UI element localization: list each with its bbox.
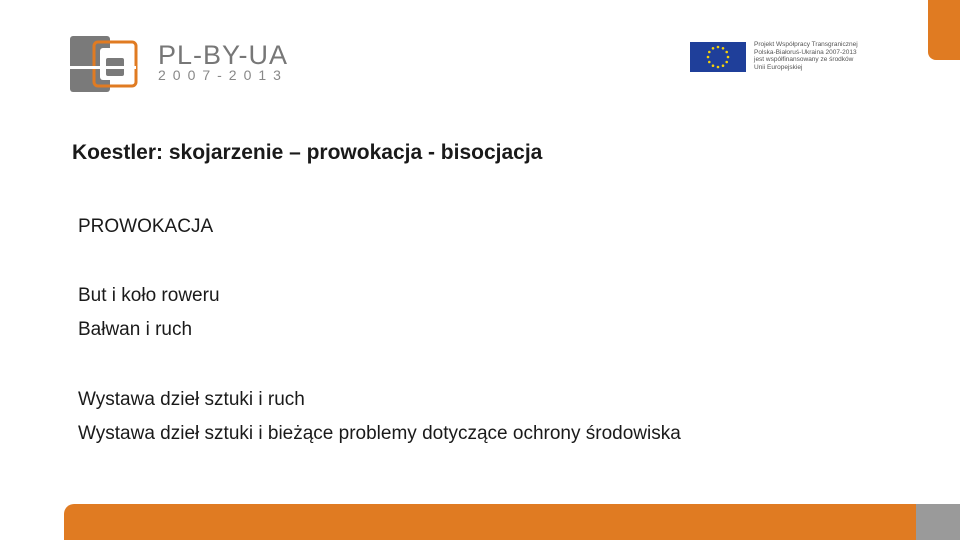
content-line: Bałwan i ruch [78,319,193,340]
corner-accent-bar [928,0,960,60]
content-line: PROWOKACJA [78,216,214,237]
eu-notice-line: Projekt Współpracy Transgranicznej [754,41,858,48]
eu-notice-line: Unii Europejskiej [754,63,803,71]
eu-flag-icon [690,42,746,72]
eu-funding-notice [754,41,904,71]
footer-gray-block [916,504,960,540]
logo-years: 2007-2013 [158,67,288,83]
footer-accent-bar [64,504,916,540]
eu-notice-line: Polska-Białoruś-Ukraina 2007-2013 [754,48,857,56]
content-line: Wystawa dzieł sztuki i bieżące problemy dotyczące ochrony środowiska [78,423,681,444]
content-line: Wystawa dzieł sztuki i ruch [78,389,305,410]
slide-title: Koestler: skojarzenie – prowokacja - bisocjacja [72,141,543,164]
logo-name: PL-BY-UA [158,40,289,70]
eu-notice-line: jest współfinansowany ze środków [754,56,854,63]
content-line: But i koło roweru [78,285,220,306]
